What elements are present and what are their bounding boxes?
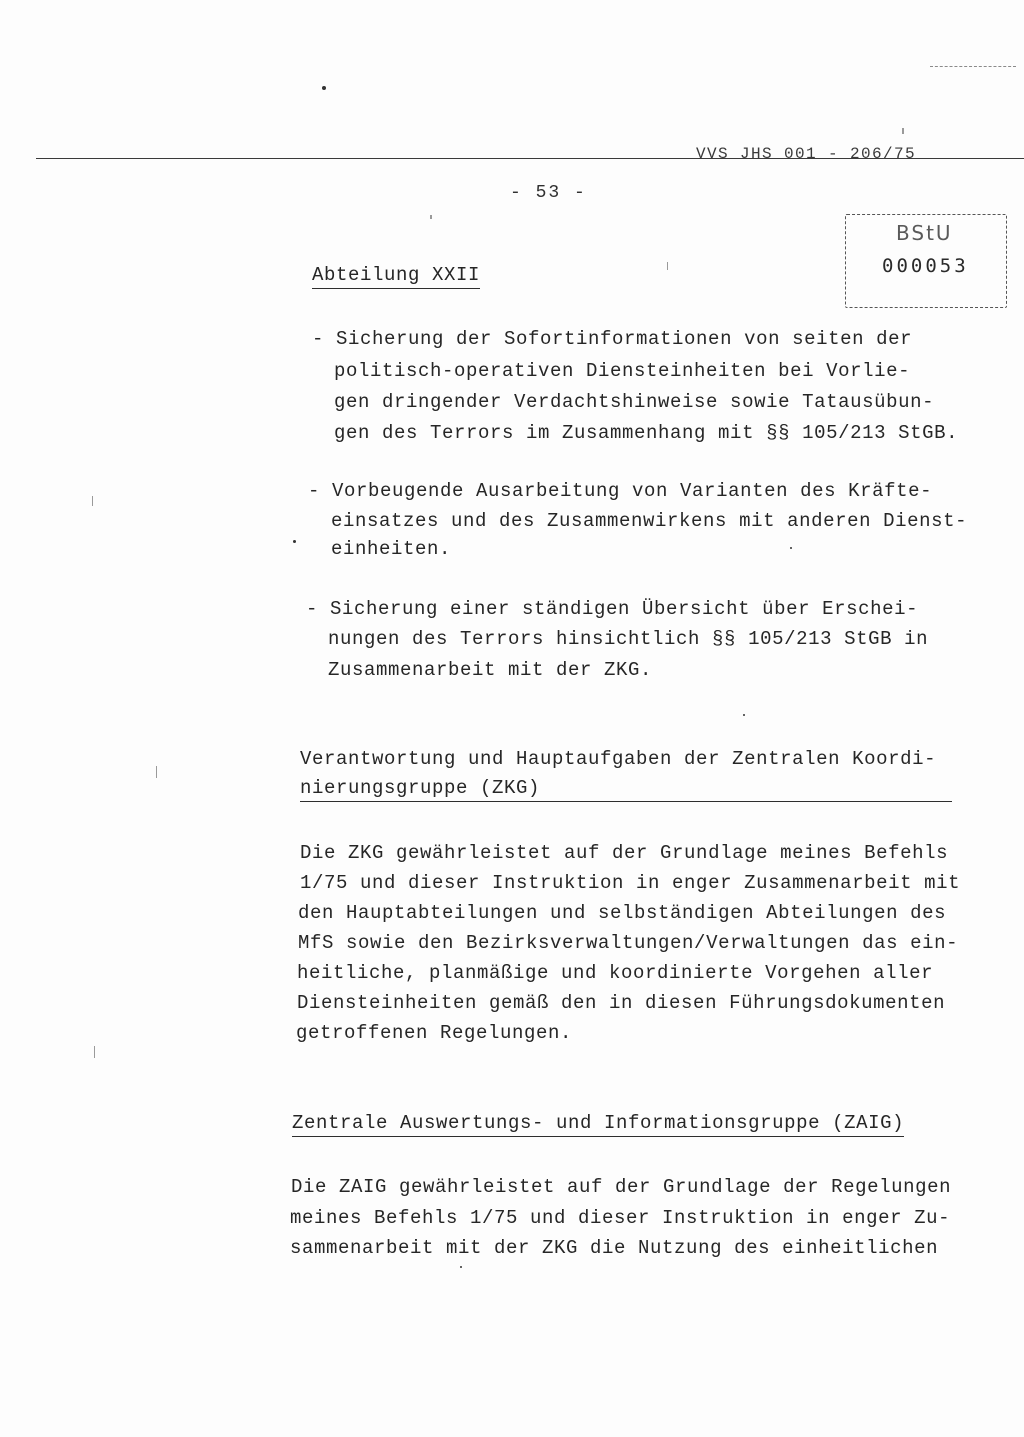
paragraph-line: Diensteinheiten gemäß den in diesen Führungsdokumenten [297, 992, 946, 1014]
scan-speck [94, 1046, 95, 1058]
paragraph-line: Die ZAIG gewährleistet auf der Grundlage der Regelungen [291, 1176, 952, 1198]
scan-speck [322, 86, 326, 90]
paragraph-line: den Hauptabteilungen und selbständigen Abteilungen des [298, 902, 947, 924]
stamp-page-number: 000053 [882, 255, 969, 277]
scan-edge-mark [930, 66, 1016, 67]
paragraph-line: sammenarbeit mit der ZKG die Nutzung des einheitlichen [290, 1237, 939, 1259]
section-heading-abteilung-xxii: Abteilung XXII [312, 264, 480, 289]
archive-stamp [845, 214, 1007, 308]
bullet-3-line-3: Zusammenarbeit mit der ZKG. [328, 659, 653, 681]
bullet-1-line-1: - Sicherung der Sofortinformationen von seiten der [312, 328, 913, 350]
paragraph-line: Die ZKG gewährleistet auf der Grundlage meines Befehls [300, 842, 949, 864]
paragraph-line: MfS sowie den Bezirksverwaltungen/Verwaltungen das ein- [298, 932, 959, 954]
paragraph-line: 1/75 und dieser Instruktion in enger Zusammenarbeit mit [300, 872, 961, 894]
page-number: - 53 - [510, 183, 587, 203]
scan-speck [156, 766, 157, 778]
bullet-2-line-3: einheiten. [331, 538, 452, 560]
scan-speck [743, 714, 745, 716]
paragraph-line: heitliche, planmäßige und koordinierte Vorgehen aller [297, 962, 934, 984]
bullet-1-line-3: gen dringender Verdachtshinweise sowie Tatausübun- [334, 391, 935, 413]
document-reference: VVS JHS 001 - 206/75 [696, 145, 917, 163]
scan-speck [790, 547, 792, 549]
scan-speck [667, 262, 668, 270]
section-heading-zaig: Zentrale Auswertungs- und Informationsgruppe (ZAIG) [292, 1112, 904, 1137]
bullet-3-line-1: - Sicherung einer ständigen Übersicht über Erschei- [306, 598, 919, 620]
stamp-agency: BStU [896, 221, 953, 245]
bullet-1-line-4: gen des Terrors im Zusammenhang mit §§ 105/213 StGB. [334, 422, 959, 444]
bullet-1-line-2: politisch-operativen Diensteinheiten bei Vorlie- [334, 360, 911, 382]
bullet-2-line-1: - Vorbeugende Ausarbeitung von Varianten des Kräfte- [308, 480, 933, 502]
scan-speck [902, 128, 904, 134]
paragraph-line: meines Befehls 1/75 und dieser Instruktion in enger Zu- [290, 1207, 951, 1229]
scan-speck [460, 1266, 462, 1268]
bullet-3-line-2: nungen des Terrors hinsichtlich §§ 105/213 StGB in [328, 628, 929, 650]
scan-speck [92, 496, 93, 506]
bullet-2-line-2: einsatzes und des Zusammenwirkens mit anderen Dienst- [331, 510, 968, 532]
paragraph-line: getroffenen Regelungen. [296, 1022, 573, 1044]
scan-speck [293, 540, 296, 543]
section-heading-zkg-line-1: Verantwortung und Hauptaufgaben der Zentralen Koordi- [300, 748, 937, 770]
section-heading-zkg-line-2: nierungsgruppe (ZKG) [300, 777, 952, 802]
scan-speck [430, 215, 432, 219]
